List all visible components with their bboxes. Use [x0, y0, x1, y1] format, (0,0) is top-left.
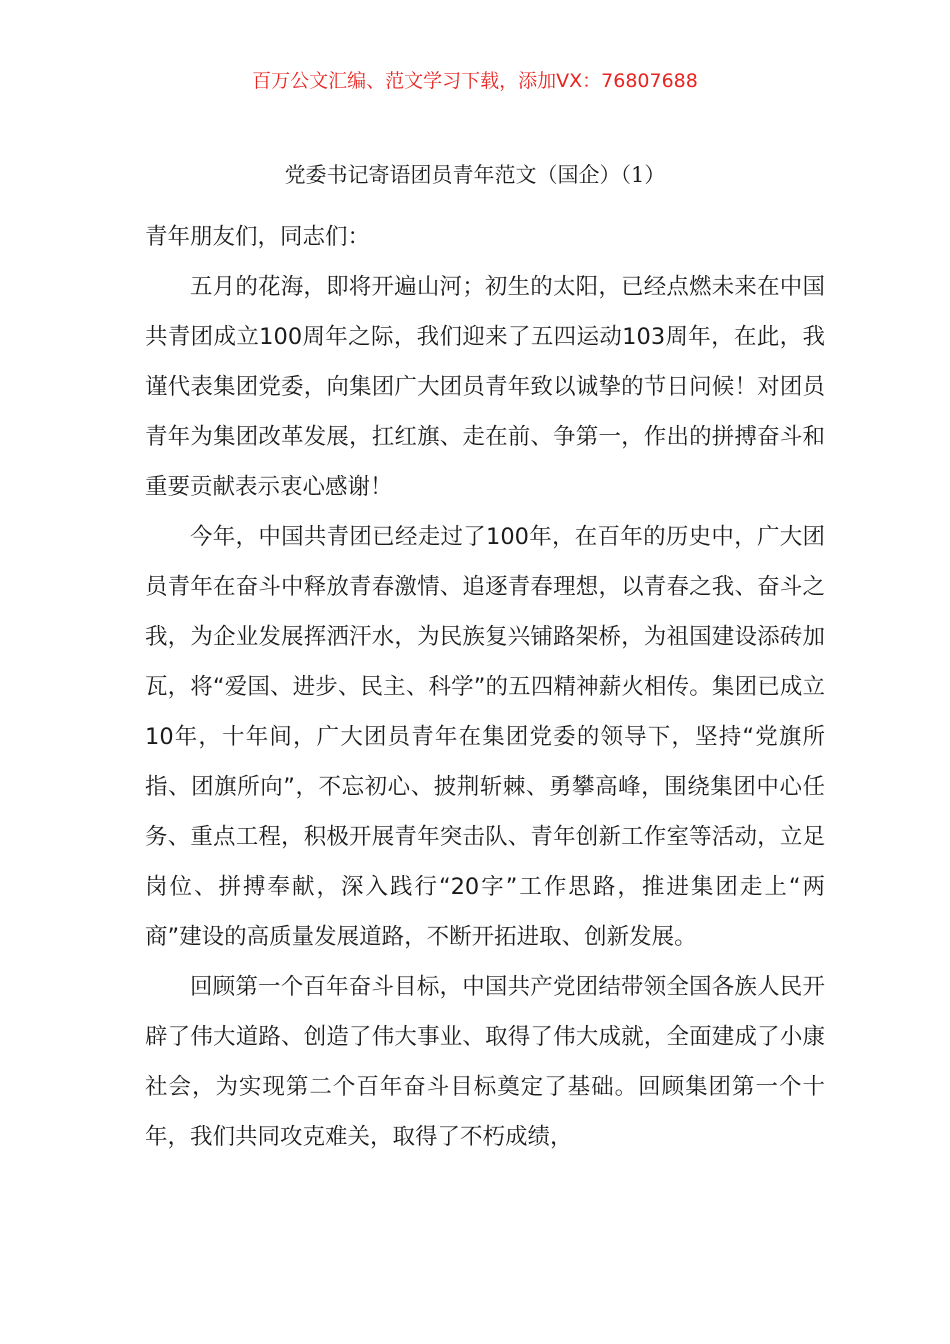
header-download-note: 百万公文汇编、范文学习下载，添加VX：76807688	[252, 70, 698, 92]
paragraph-3: 回顾第一个百年奋斗目标，中国共产党团结带领全国各族人民开辟了伟大道路、创造了伟大事业、取得了伟大成就，全面建成了小康社会，为实现第二个百年奋斗目标奠定了基础。回顾集团第一个十年，我们共同攻克难关，取得了不朽成绩，	[145, 974, 825, 1150]
document-title: 党委书记寄语团员青年范文（国企）（1）	[284, 163, 666, 187]
paragraph-1: 五月的花海，即将开遍山河；初生的太阳，已经点燃未来在中国共青团成立100周年之际，我们迎来了五四运动103周年，在此，我谨代表集团党委，向集团广大团员青年致以诚挚的节日问候！对团员青年为集团改革发展，扛红旗、走在前、争第一，作出的拼搏奋斗和重要贡献表示衷心感谢！	[145, 274, 825, 500]
document-body	[145, 212, 825, 1162]
salutation: 青年朋友们，同志们：	[145, 224, 371, 250]
paragraph-2: 今年，中国共青团已经走过了100年，在百年的历史中，广大团员青年在奋斗中释放青春激情、追逐青春理想，以青春之我、奋斗之我，为企业发展挥洒汗水，为民族复兴铺路架桥，为祖国建设添砖加瓦，将“爱国、进步、民主、科学”的五四精神薪火相传。集团已成立10年，十年间，广大团员青年在集团党委的领导下，坚持“党旗所指、团旗所向”，不忘初心、披荆斩棘、勇攀高峰，围绕集团中心任务、重点工程，积极开展青年突击队、青年创新工作室等活动，立足岗位、拼搏奉献，深入践行“20字”工作思路，推进集团走上“两商”建设的高质量发展道路，不断开拓进取、创新发展。	[145, 524, 825, 950]
